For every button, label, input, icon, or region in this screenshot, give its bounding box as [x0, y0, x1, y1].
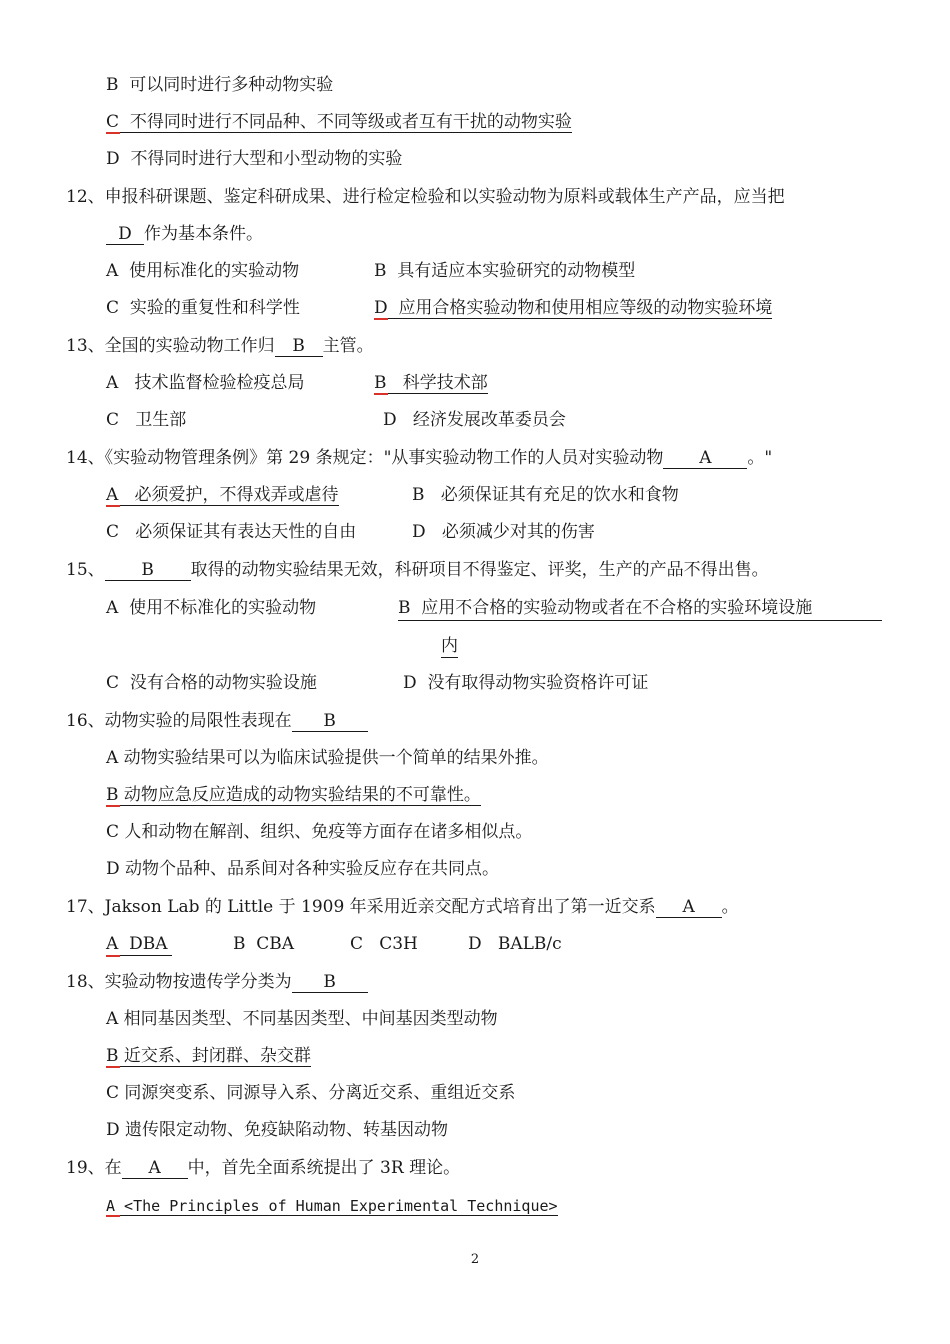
question-15: 取得的动物实验结果无效，科研项目不得鉴定、评奖，生产的产品不得出售。 [190, 560, 769, 580]
question-17-end: 。 [721, 897, 739, 917]
option-d-q18: D 遗传限定动物、免疫缺陷动物、转基因动物 [106, 1120, 449, 1140]
option-a-q13: A 技术监督检验检疫总局 [106, 373, 305, 393]
option-c-q16: C 人和动物在解剖、组织、免疫等方面存在诸多相似点。 [106, 822, 533, 842]
option-d-q14: D 必须减少对其的伤害 [412, 522, 595, 542]
page-number: 2 [470, 1252, 480, 1267]
option-c-q13: C 卫生部 [106, 410, 187, 430]
option-a-q12: A 使用标准化的实验动物 [106, 261, 300, 281]
question-17: 17、Jakson Lab 的 Little 于 1909 年采用近亲交配方式培育出了第一近交系 [66, 897, 656, 917]
option-b-q11: B 可以同时进行多种动物实验 [106, 75, 334, 95]
question-12-cont: 作为基本条件。 [144, 224, 263, 244]
answer-blank-q19: A [122, 1158, 188, 1179]
option-c-q11-answer: C 不得同时进行不同品种、不同等级或者互有干扰的动物实验 [106, 112, 572, 132]
option-d-q11: D 不得同时进行大型和小型动物的实验 [106, 149, 403, 169]
question-13-end: 主管。 [322, 336, 374, 356]
option-c-q17: C C3H [350, 934, 418, 954]
answer-blank-q17: A [656, 897, 722, 918]
option-d-q12-answer: D 应用合格实验动物和使用相应等级的动物实验环境 [374, 298, 773, 318]
answer-blank-q16: B [292, 711, 368, 732]
question-16: 16、动物实验的局限性表现在 [66, 711, 292, 731]
option-d-q17: D BALB/c [468, 934, 562, 954]
question-14: 14、《实验动物管理条例》第 29 条规定："从事实验动物工作的人员对实验动物 [66, 448, 664, 468]
question-19: 中，首先全面系统提出了 3R 理论。 [187, 1158, 461, 1178]
question-19-pre: 19、在 [66, 1158, 122, 1178]
answer-blank-q15: B [105, 560, 191, 581]
question-13: 13、全国的实验动物工作归 [66, 336, 275, 356]
option-a-q17-answer: A DBA [106, 933, 172, 956]
option-b-q15-answer-cont: 内 [441, 636, 458, 656]
option-b-q15-answer: B 应用不合格的实验动物或者在不合格的实验环境设施 [398, 597, 882, 621]
option-a-q16: A 动物实验结果可以为临床试验提供一个简单的结果外推。 [106, 748, 549, 768]
answer-blank-q14: A [663, 448, 747, 469]
option-d-q16: D 动物个品种、品系间对各种实验反应存在共同点。 [106, 859, 500, 879]
question-15-num: 15、 [66, 560, 105, 580]
option-a-q14-answer: A 必须爱护，不得戏弄或虐待 [106, 485, 339, 505]
option-b-q16-answer: B 动物应急反应造成的动物实验结果的不可靠性。 [106, 785, 481, 805]
question-12: 12、申报科研课题、鉴定科研成果、进行检定检验和以实验动物为原料或载体生产产品，应当把 [66, 187, 785, 207]
answer-blank-q12: D [106, 224, 144, 245]
option-a-q19-answer: A <The Principles of Human Experimental Technique> [106, 1197, 558, 1215]
question-14-end: 。" [747, 448, 773, 468]
option-c-q12: C 实验的重复性和科学性 [106, 298, 300, 318]
option-c-q18: C 同源突变系、同源导入系、分离近交系、重组近交系 [106, 1083, 516, 1103]
option-d-q15: D 没有取得动物实验资格许可证 [403, 673, 649, 693]
option-b-q17: B CBA [233, 934, 295, 954]
option-a-q15: A 使用不标准化的实验动物 [106, 598, 317, 618]
option-b-q18-answer: B 近交系、封闭群、杂交群 [106, 1046, 311, 1066]
option-d-q13: D 经济发展改革委员会 [383, 410, 566, 430]
answer-blank-q13: B [275, 336, 323, 357]
option-c-q14: C 必须保证其有表达天性的自由 [106, 522, 357, 542]
option-a-q18: A 相同基因类型、不同基因类型、中间基因类型动物 [106, 1009, 498, 1029]
answer-blank-q18: B [292, 972, 368, 993]
option-c-q15: C 没有合格的动物实验设施 [106, 673, 317, 693]
option-b-q14: B 必须保证其有充足的饮水和食物 [412, 485, 679, 505]
option-b-q13-answer: B 科学技术部 [374, 373, 488, 393]
question-18: 18、实验动物按遗传学分类为 [66, 972, 292, 992]
option-b-q12: B 具有适应本实验研究的动物模型 [374, 261, 636, 281]
